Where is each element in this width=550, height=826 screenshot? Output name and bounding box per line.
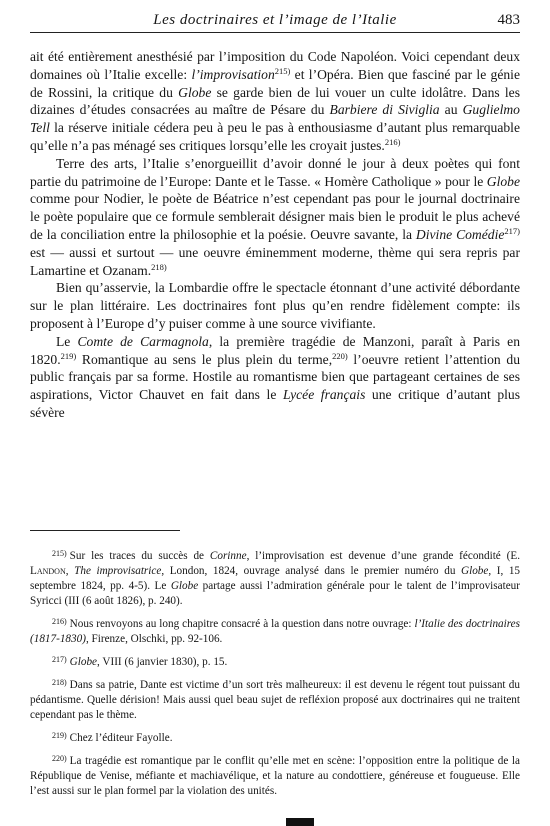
footnote-ref-217: 217)	[504, 225, 520, 236]
running-header	[30, 10, 520, 32]
footnote-220: $^{220)}$ La tragédie est romantique par le conflit qu’elle met en scène: l’opposition entre la politique de la République de Venise, méfiante et machiavélique, et la nature au condottiere, généreuse et fougueuse. Elle l’est aussi sur le plan formel par la violation des unités.	[30, 754, 520, 797]
footnote-ref-216: 216)	[384, 136, 401, 147]
paragraph-3: Bien qu’asservie, la Lombardie offre le spectacle étonnant d’une activité débordante sur le plan littéraire. Les doctrinaires font plus qu’en rendre fidèlement compte: ils proposent à l’Europe d’y puiser comme à une source vivifiante.	[30, 280, 520, 331]
library-stamp-mark	[286, 818, 314, 826]
footnote-219: $^{219)}$ Chez l’éditeur Fayolle.	[52, 731, 173, 744]
footnote-217: $^{217)}$ Globe, VIII (6 janvier 1830), p. 15.	[52, 655, 228, 668]
footnote-ref-215: 215)	[274, 65, 291, 76]
main-text	[30, 48, 520, 422]
page-number: 483	[497, 12, 520, 28]
footnote-215: $^{215)}$ Sur les traces du succès de Corinne, l’improvisation est devenue d’une grande fécondité (E. Landon, The improvisatrice, London, 1824, ouvrage analysé dans le premier numéro du Globe, I, 15 septembre 1824, pp. 4-5). Le Globe partage aussi l’admiration générale pour le talent de l’improvisateur Syricci (III (6 août 1826), p. 240).	[30, 549, 521, 607]
header-rule	[30, 32, 520, 33]
footnote-216: $^{216)}$ Nous renvoyons au long chapitre consacré à la question dans notre ouvrage: l’Italie des doctrinaires (1817-1830), Firenze, Olschki, pp. 92-106.	[30, 617, 520, 645]
footnote-218: $^{218)}$ Dans sa patrie, Dante est victime d’un sort très malheureux: il est devenu le régent tout puissant du pédantisme. Quelle dérision! Mais aussi quel beau sujet de refléxion proposé aux doctrinaires qui ne traitent cependant pas le thème.	[30, 678, 520, 721]
footnote-ref-218: 218)	[151, 261, 167, 272]
footnotes	[30, 546, 520, 804]
paragraph-2: Terre des arts, l’Italie s’enorgueillit d’avoir donné le jour à deux poètes qui font partie du patrimoine de l’Europe: Dante et le Tasse. « Homère Catholique » pour le Globe comme pour Nodier, le poète de Béatrice n’est cependant pas pour le journal doctrinaire le poète populaire que ce formule semblerait désigner mais bien le produit le plus achevé de la conciliation entre la philosophie et la poésie. Oeuvre savante, la Divine Comédie$^{217)}$ est — aussi et surtout — une oeuvre éminemment moderne, thème qui sera repris par Lamartine et Ozanam.$^{218)}$	[30, 155, 520, 278]
footnote-separator	[30, 530, 180, 531]
paragraph-4: Le Comte de Carmagnola, la première tragédie de Manzoni, paraît à Paris en 1820.$^{219)}$ Romantique au sens le plus plein du terme,$^{220)}$ l’oeuvre retient l’attention du public français par sa forme. Hostile au romantisme bien que partageant certaines de ses aspirations, Victor Chauvet en fait dans le Lycée français une critique d’autant plus sévère	[30, 333, 520, 420]
paragraph-1: ait été entièrement anesthésié par l’imposition du Code Napoléon. Voici cependant deux domaines où l’Italie excelle: l’improvisation$^{215)}$ et l’Opéra. Bien que fasciné par le génie de Rossini, la critique du Globe se garde bien de lui vouer un culte idolâtre. Dans les dizaines d’études consacrées au maître de Pésare du Barbiere di Siviglia au Guglielmo Tell la réserve initiale cédera peu à peu le pas à enthousiasme d’autant plus remarquable qu’elle n’a pas ménagé ses critiques lorsqu’elle les croyait justes.$^{216)}$	[30, 49, 520, 153]
running-title: Les doctrinaires et l’image de l’Italie	[153, 12, 397, 28]
footnote-ref-219: 219)	[60, 350, 77, 361]
footnote-ref-220: 220)	[332, 350, 348, 361]
